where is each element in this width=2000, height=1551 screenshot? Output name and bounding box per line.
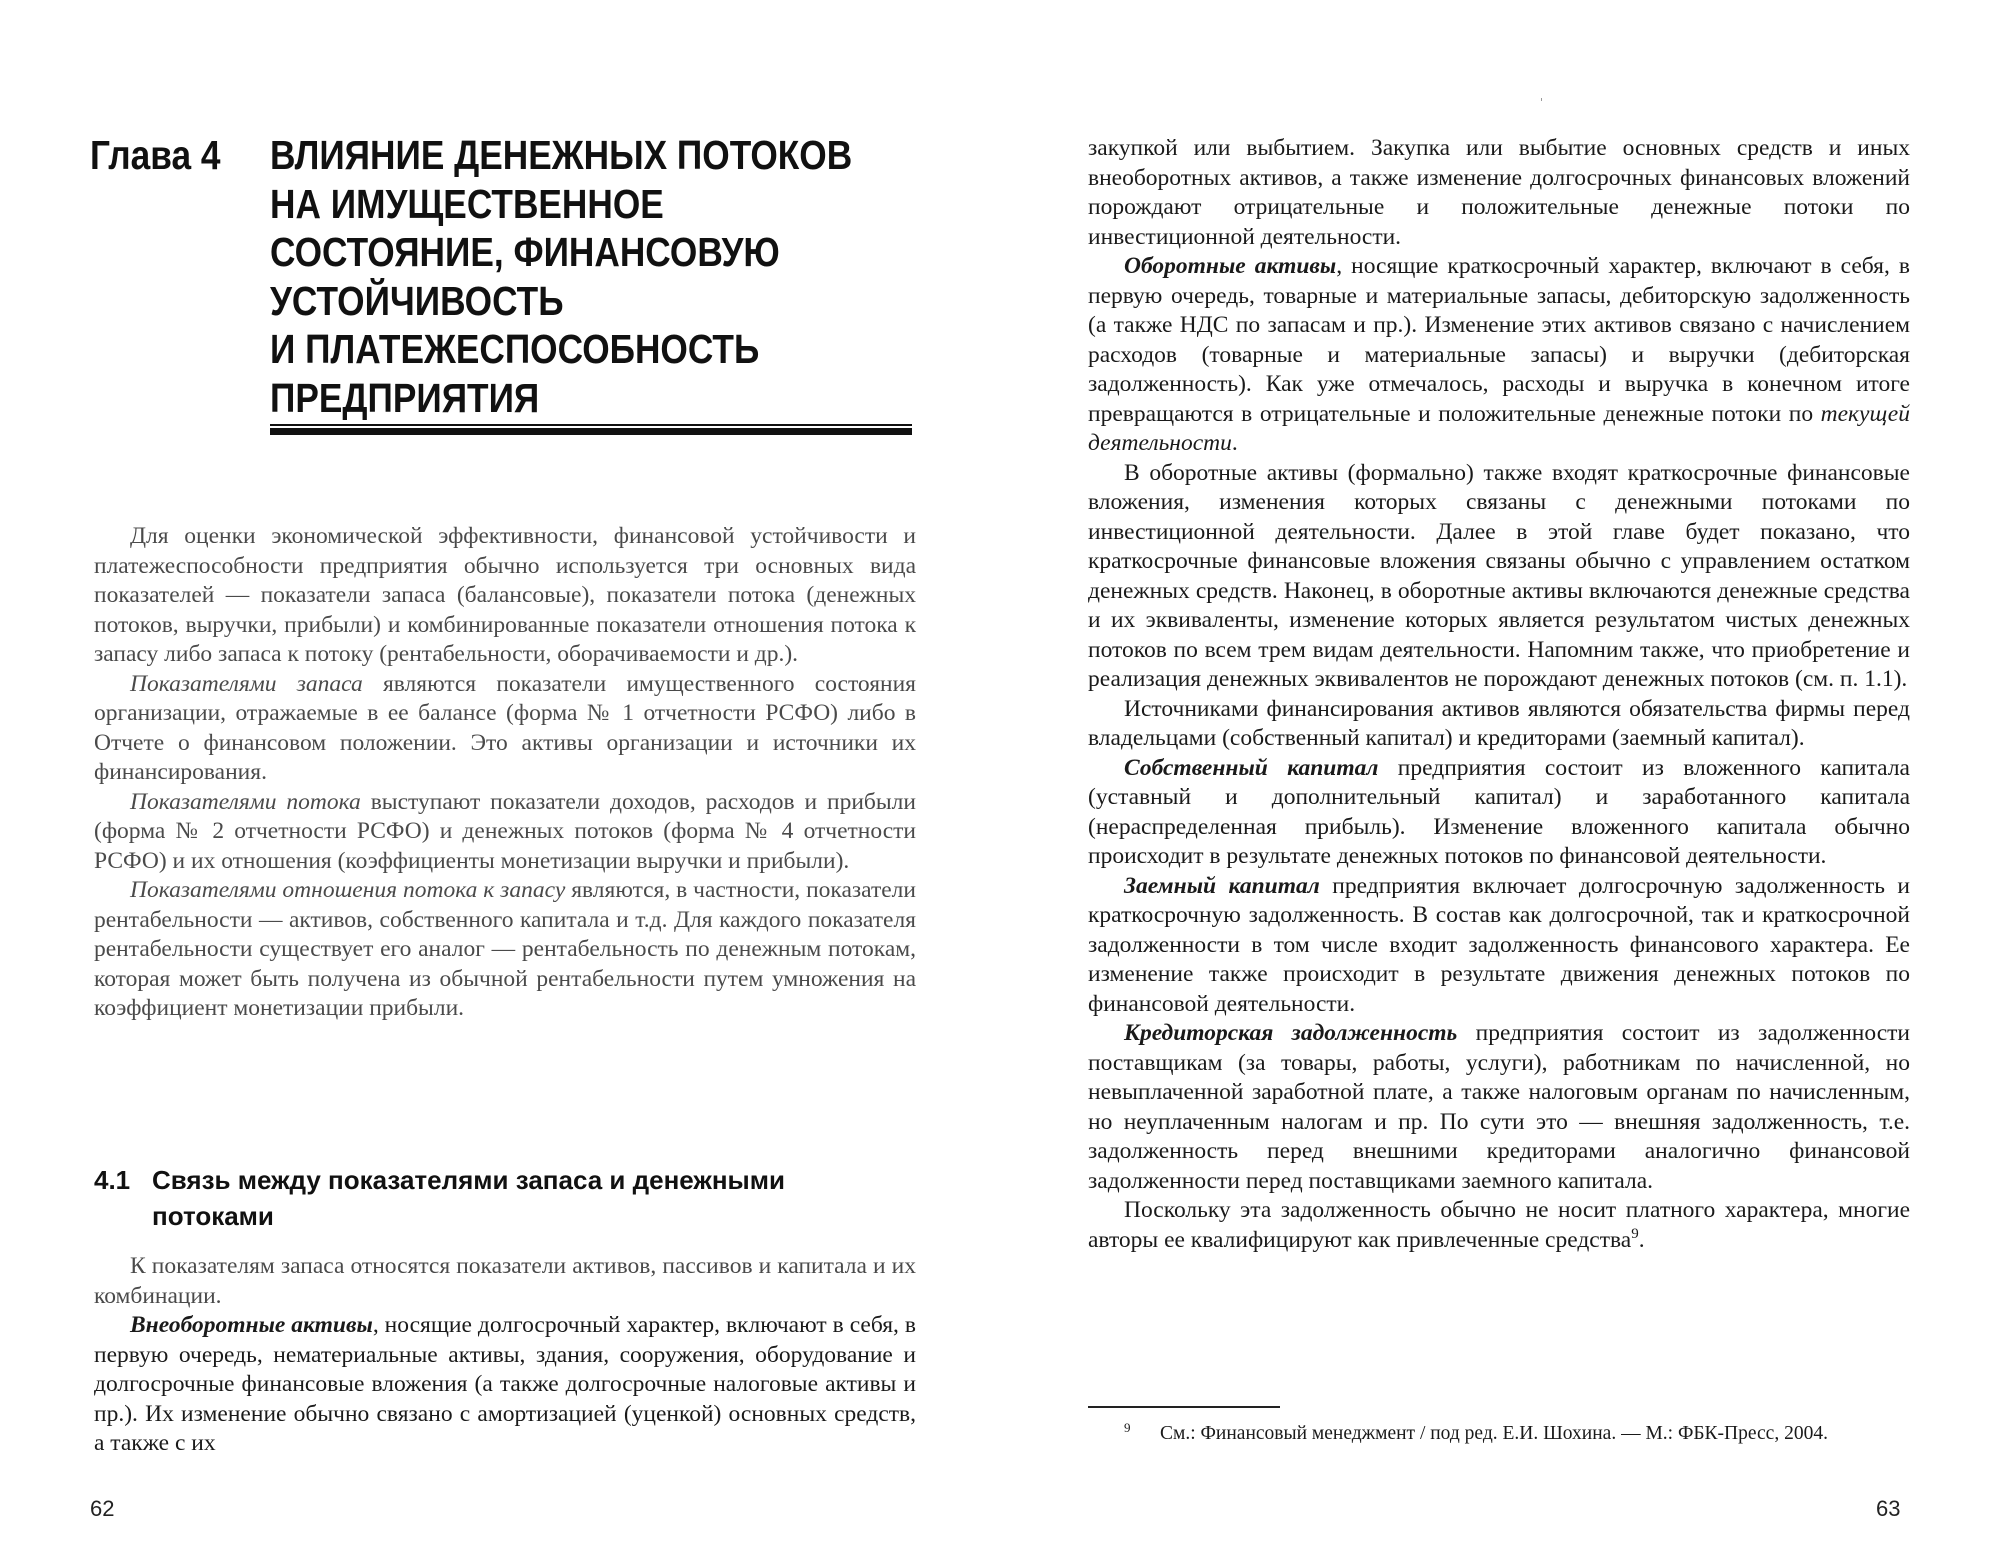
term-noncurrent-assets: Внеоборотные активы — [130, 1312, 373, 1338]
noncurrent-assets-paragraph — [94, 1311, 916, 1459]
paragraph-text-end: . — [1231, 430, 1238, 456]
section-intro-paragraph: К показателям запаса относятся показатели активов, пассивов и капитала и их комбинации. — [94, 1253, 916, 1309]
chapter-title-line: УСТОЙЧИВОСТЬ — [270, 277, 564, 324]
term-debt: Заемный капитал — [1124, 872, 1320, 899]
paragraph-text: предприятия состоит из задолженности поставщикам (за товары, работы, услуги), работникам по начисленной, но невыплаченной заработной плате, а также налоговым органам по начисленным, но неуплаченным налогам и пр. По сути это — внешняя задолженность, т.е. задолженность перед внешними кредиторами аналогично финансовой задолженности перед поставщиками заемного капитала. — [1088, 1020, 1910, 1194]
section-title-line1: Связь между показателями запаса и денежными — [152, 1165, 785, 1195]
payables-paragraph — [1088, 1019, 1910, 1196]
footnote-reference[interactable]: 9 — [1631, 1225, 1639, 1242]
scan-mark — [1541, 98, 1542, 101]
term-flow: Показателями потока — [130, 788, 361, 815]
footnote-rule — [1088, 1406, 1280, 1408]
sources-paragraph: Источниками финансирования активов являются обязательства фирмы перед владельцами (собственный капитал) и кредиторами (заемный капитал). — [1088, 695, 1910, 751]
title-rule-thin — [270, 424, 912, 426]
current-assets-paragraph-2: В оборотные активы (формально) также входят краткосрочные финансовые вложения, изменения которых связаны с денежными потоками по инвестиционной деятельности. Далее в этой главе будет показано, что краткосрочные финансовые вложения связаны обычно с управлением остатком денежных средств. Наконец, в оборотные активы включаются денежные средства и их эквиваленты, изменение которых является результатом чистых денежных потоков по всем трем видам деятельности. Напомним также, что приобретение и реализация денежных эквивалентов не порождают денежных потоков (см. п. 1.1). — [1088, 459, 1910, 692]
footnote: 9 См.: Финансовый менеджмент / под ред. Е.И. Шохина. — М.: ФБК-Пресс, 2004. — [1124, 1419, 1828, 1444]
chapter-title — [270, 131, 852, 422]
left-text-column-lower — [94, 1252, 916, 1459]
stock-indicators-paragraph — [94, 670, 916, 788]
title-rule-thick — [270, 428, 912, 435]
paragraph-text-end: . — [1638, 1226, 1645, 1253]
term-ratio: Показателями отношения потока к запасу — [130, 877, 566, 903]
term-current-assets: Оборотные активы — [1124, 253, 1337, 279]
debt-paragraph — [1088, 872, 1910, 1020]
chapter-title-line: И ПЛАТЕЖЕСПОСОБНОСТЬ — [270, 326, 760, 372]
chapter-title-line: СОСТОЯНИЕ, ФИНАНСОВУЮ — [270, 229, 780, 275]
right-page — [1000, 0, 2000, 1551]
section-title-line2: потоками — [152, 1201, 274, 1231]
paragraph-text: , носящие краткосрочный характер, включают в себя, в первую очередь, товарные и материальные запасы, дебиторскую задолженность (а также НДС по запасам и пр.). Изменение этих активов связано с начислением расходов (товарные и материальные запасы) и выручки (дебиторская задолженность). Как уже отмечалось, расходы и выручка в конечном итоге превращаются в отрицательные и положительные денежные потоки по — [1088, 253, 1910, 427]
section-heading — [94, 1162, 934, 1234]
page-number-right: 63 — [1876, 1496, 1901, 1521]
paragraph-text: , носящие долгосрочный характер, включают в себя, в первую очередь, нематериальные активы, здания, сооружения, оборудование и долгосрочные финансовые вложения (а также долгосрочные налоговые активы и пр.). Их изменение обычно связано с амортизацией (уценкой) основных средств, а также с их — [94, 1312, 916, 1456]
flow-indicators-paragraph — [94, 788, 916, 877]
left-text-column — [94, 522, 916, 1024]
paragraph-text: являются, в частности, показатели рентабельности — активов, собственного капитала и т.д. Для каждого показателя рентабельности существует его аналог — рентабельность по денежным потокам, которая может быть получена из обычной рентабельности путем умножения на коэффициент монетизации прибыли. — [94, 877, 916, 1021]
section-number: 4.1 — [94, 1165, 131, 1195]
last-paragraph — [1088, 1196, 1910, 1255]
chapter-title-line: ВЛИЯНИЕ ДЕНЕЖНЫХ ПОТОКОВ — [270, 132, 853, 178]
ratio-indicators-paragraph — [94, 876, 916, 1024]
paragraph-text: Поскольку эта задолженность обычно не носит платного характера, многие авторы ее квалифицируют как привлеченные средства — [1088, 1197, 1910, 1253]
paragraph-text: выступают показатели доходов, расходов и прибыли (форма № 2 отчетности РСФО) и денежных потоков (форма № 4 отчетности РСФО) и их отношения (коэффициенты монетизации выручки и прибыли). — [94, 788, 916, 874]
paragraph-text: предприятия состоит из вложенного капитала (уставный и дополнительный капитал) и заработанного капитала (нераспределенная прибыль). Изменение вложенного капитала обычно происходит в результате денежных потоков по финансовой деятельности. — [1088, 754, 1910, 869]
chapter-title-line: ПРЕДПРИЯТИЯ — [270, 374, 540, 421]
page-number-left: 62 — [90, 1496, 115, 1521]
intro-paragraph: Для оценки экономической эффективности, финансовой устойчивости и платежеспособности предприятия обычно используется три основных вида показателей — показатели запаса (балансовые), показатели потока (денежных потоков, выручки, прибыли) и комбинированные показатели отношения потока к запасу либо запаса к потоку (рентабельности, оборачиваемости и др.). — [94, 523, 916, 667]
footnote-text: См.: Финансовый менеджмент / под ред. Е.И. Шохина. — М.: ФБК-Пресс, 2004. — [1160, 1423, 1828, 1444]
continuation-paragraph: закупкой или выбытием. Закупка или выбытие основных средств и иных внеоборотных активов, а также изменение долгосрочных финансовых вложений порождают отрицательные и положительные денежные потоки по инвестиционной деятельности. — [1088, 135, 1910, 250]
paragraph-text: предприятия включает долгосрочную задолженность и краткосрочную задолженность. В состав как долгосрочной, так и краткосрочной задолженности в том числе входит задолженность финансового характера. Ее изменение также происходит в результате движения денежных потоков по финансовой деятельности. — [1088, 872, 1910, 1017]
paragraph-text: являются показатели имущественного состояния организации, отражаемые в ее балансе (форма № 1 отчетности РСФО) либо в Отчете о финансовом положении. Это активы организации и источники их финансирования. — [94, 670, 916, 785]
chapter-label: Глава 4 — [90, 132, 221, 178]
term-payables: Кредиторская задолженность — [1124, 1020, 1458, 1046]
current-assets-paragraph — [1088, 252, 1910, 459]
term-stock: Показателями запаса — [130, 670, 363, 697]
term-equity: Собственный капитал — [1124, 754, 1379, 781]
chapter-title-line: НА ИМУЩЕСТВЕННОЕ — [270, 180, 664, 227]
term-current-activity: текущей деятельности — [1088, 400, 1910, 456]
right-text-column — [1088, 134, 1910, 1255]
equity-paragraph — [1088, 754, 1910, 872]
